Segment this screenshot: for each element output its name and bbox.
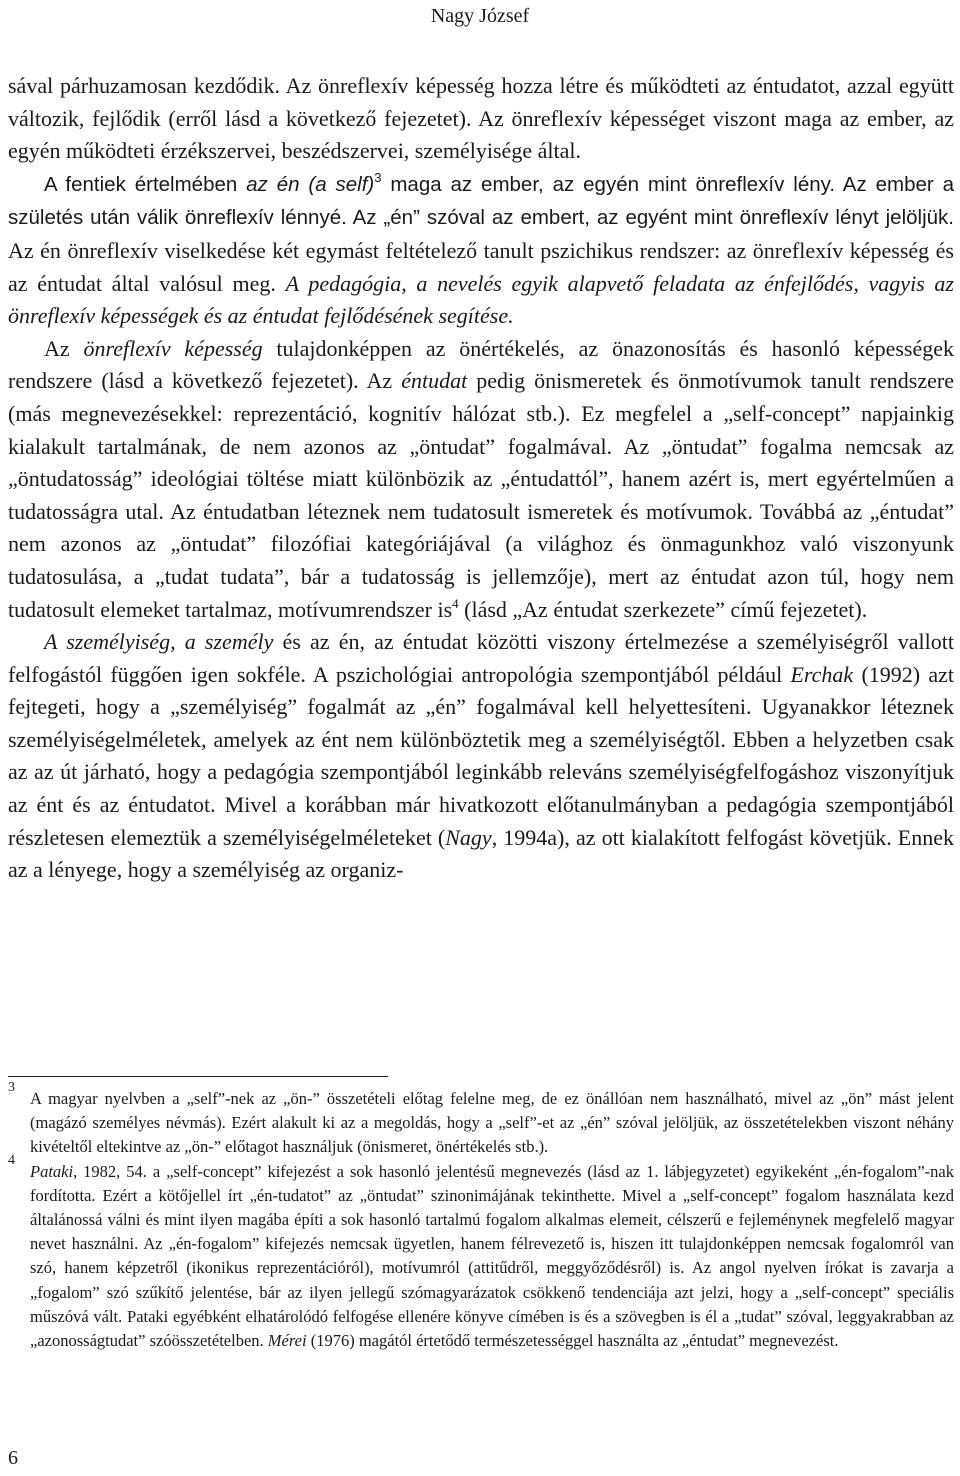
paragraph-4: A személyiség, a személy és az én, az éntudat közötti viszony értelmezése a személyiségről vallott felfogástól függően igen sokféle. A pszichológiai antropológia szempontjából például Erchak (1992) azt fejtegeti, hogy a „személyiség” fogalmát az „én” fogalmával kell helyettesíteni. Ugyanakkor léteznek személyiségelméletek, amelyek az ént nem különböztetik meg a személyiségtől. Ebben a helyzetben csak az az út járható, hogy a pedagógia szempontjából leginkább releváns személyiségfelfogáshoz viszonyítjuk az ént és az éntudatot. Mivel a korábban már hivatkozott előtanulmányban a pedagógia szempontjából részletesen elemeztük a személyiségelméleteket (Nagy, 1994a), az ott kialakított felfogást követjük. Ennek az a lényege, hogy a személyiség az organiz- bbox=[8, 629, 955, 883]
main-text bbox=[8, 70, 954, 887]
footnote-ref-3: 3 bbox=[374, 169, 382, 185]
footnote-number: 3 bbox=[8, 1080, 15, 1095]
footnote-ref-4: 4 bbox=[452, 595, 459, 611]
footnote-separator bbox=[8, 1076, 388, 1077]
page-number: 6 bbox=[8, 1447, 18, 1469]
footnote-4: 4 Pataki, 1982, 54. a „self-concept” kifejezést a sok hasonló jelentésű megnevezés (lásd az 1. lábjegyzetet) egyikeként „én-fogalom”-nak fordította. Ezért a kötőjellel írt „én-tudatot” az „öntudat” szinonimájának tekinthette. Mivel a „self-concept” fogalom használata kezd általánossá válni és mint ilyen magába építi a sok hasonló tartalmú fogalom alkalmas elemeit, célszerű e fejleménynek megfelelő magyar nevet használni. Az „én-fogalom” kifejezés nemcsak ügyetlen, hanem félrevezető is, hiszen itt tulajdonképpen nemcsak fogalomról van szó, hanem képzetről (ikonikus reprezentációról), motívumról (attitűdről, meggyőződésről) is. Az angol nyelven írókat is zavarja a „fogalom” szó szűkítő jelentése, bár az ilyen jellegű szómagyarázatok csökkenő tendenciája azt jelzi, hogy a „self-concept” speciális műszóvá vált. Pataki egyébként elhatárolódó felfogése ellenére könyve címében is és a szövegben is él a „tudat” szóval, leggyakrabban az „azonosságtudat” szóösszetételben. Mérei (1976) magától értetődő természetességgel használta az „éntudat” megnevezést. bbox=[8, 1152, 954, 1351]
paragraph-2: A fentiek értelmében az én (a self)$^3$ maga az ember, az egyén mint önreflexív lény. Az ember a születés után válik önreflexív lénnyé. Az „én” szóval az embert, az egyént mint önreflexív lényt jelöljük. Az én önreflexív viselkedése két egymást feltételező tanult pszichikus rendszer: az önreflexív képesség és az éntudat által valósul meg. A pedagógia, a nevelés egyik alapvető feladata az énfejlődés, vagyis az önreflexív képességek és az éntudat fejlődésének segítése. bbox=[8, 169, 954, 329]
footnote-text: A magyar nyelvben a „self”-nek az „ön-” összetételi előtag felelne meg, de ez önállóan nem használható, mivel az „ön” mást jelent (magázó személyes névmás). Ezért alakult ki az a megoldás, hogy a „self”-et az „én” szóval jelöljük, az összetételekben viszont néhány kivételtől eltekintve az „ön-” előtagot használjuk (önismeret, önértékelés stb.). bbox=[30, 1089, 954, 1157]
footnote-3 bbox=[8, 1080, 954, 1160]
paragraph-3: Az önreflexív képesség tulajdonképpen az önértékelés, az önazonosítás és hasonló képességek rendszere (lásd a következő fejezetet). Az éntudat pedig önismeretek és önmotívumok tanult rendszere (más megnevezésekkel: reprezentáció, kognitív hálózat stb.). Ez megfelel a „self-concept” napjainkig kialakult tartalmának, de nem azonos az „öntudat” fogalmával. Az „öntudat” fogalma nemcsak az „öntudatosság” ideológiai töltése miatt különbözik az „éntudattól”, hanem azért is, mert egyértelműen a tudatosságra utal. Az éntudatban léteznek nem tudatosult ismeretek és motívumok. Továbbá az „éntudat” nem azonos az „öntudat” filozófiai kategóriájával (a világhoz és önmagunkhoz való viszonyunk tudatosulása, a „tudat tudata”, bár a tudatosság is jellemzője), mert az éntudat azon túl, hogy nem tudatosult elemeket tartalmaz, motívumrendszer $is^4$ (lásd „Az éntudat szerkezete” című fejezetet). bbox=[8, 335, 955, 622]
running-head: Nagy József bbox=[430, 5, 530, 27]
footnote-number: 4 bbox=[8, 1152, 15, 1168]
sans-segment: A fentiek értelmében az én (a self)$^3$ maga az ember, az egyén mint önreflexív lény. Az ember a születés után válik önreflexív lénnyé. Az „én” szóval az embert, az egyént mint önreflexív lényt jelöljük. bbox=[8, 169, 954, 230]
paragraph-1: sával párhuzamosan kezdődik. Az önreflexív képesség hozza létre és működteti az éntudatot, azzal együtt változik, fejlődik (erről lásd a következő fejezetet). Az önreflexív képességet viszont maga az ember, az egyén működteti érzékszervei, beszédszervei, személyisége által. bbox=[8, 73, 954, 164]
footnotes bbox=[8, 1080, 954, 1353]
